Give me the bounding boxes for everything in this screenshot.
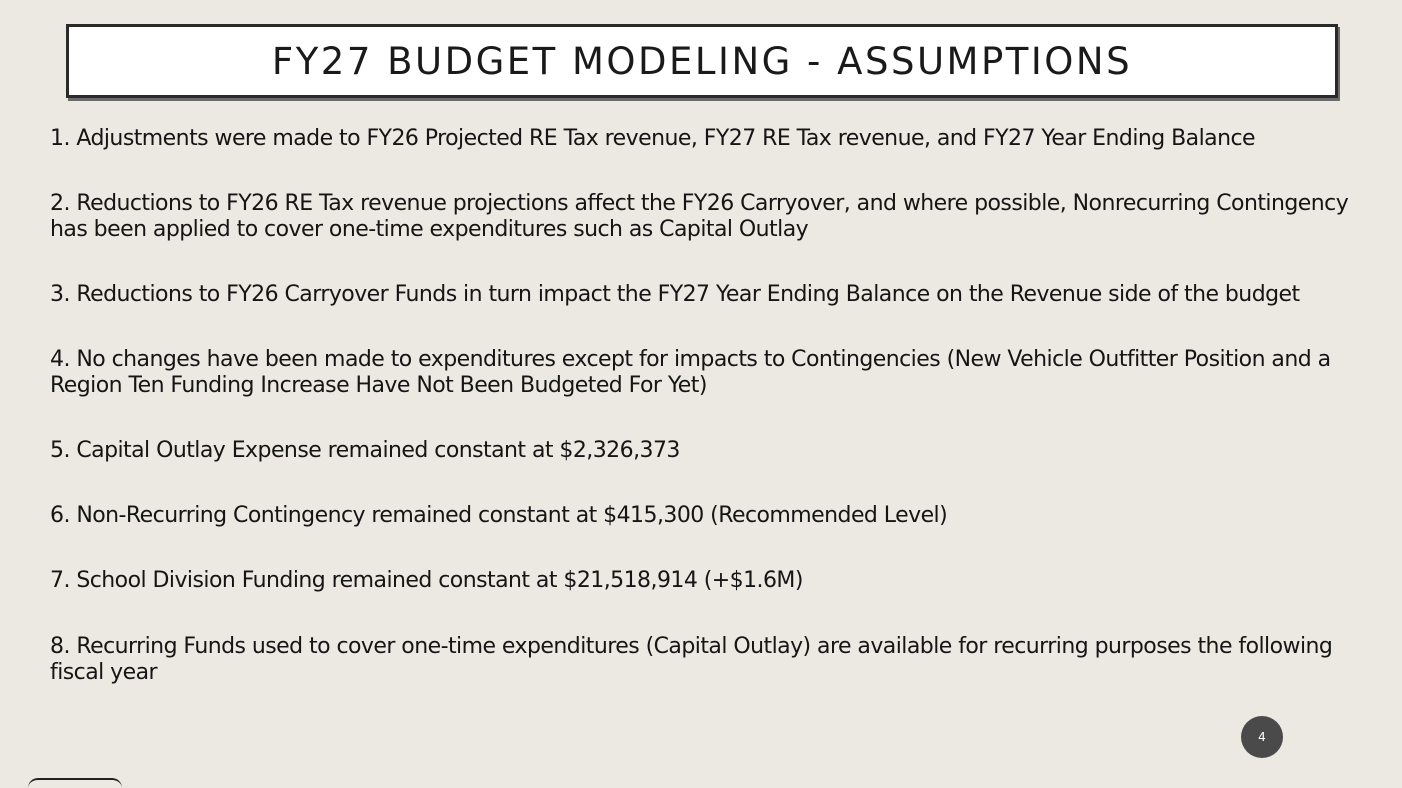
page-number-badge: 4	[1241, 716, 1283, 758]
assumption-item-5: 5. Capital Outlay Expense remained constant at $2,326,373	[50, 438, 680, 463]
assumption-item-8: 8. Recurring Funds used to cover one-time expenditures (Capital Outlay) are available for recurring purposes the following fiscal year	[50, 634, 1333, 685]
assumption-item-2: 2. Reductions to FY26 RE Tax revenue projections affect the FY26 Carryover, and where possible, Nonrecurring Contingency has been applied to cover one-time expenditures such as Capital Outlay	[50, 191, 1349, 242]
assumption-item-7: 7. School Division Funding remained constant at $21,518,914 (+$1.6M)	[50, 568, 803, 593]
slide-title-box	[66, 24, 1338, 98]
assumption-item-6: 6. Non-Recurring Contingency remained constant at $415,300 (Recommended Level)	[50, 503, 948, 528]
assumption-item-4: 4. No changes have been made to expenditures except for impacts to Contingencies (New Vehicle Outfitter Position and a Region Ten Funding Increase Have Not Been Budgeted For Yet)	[50, 347, 1331, 398]
corner-decoration	[28, 778, 122, 788]
assumption-item-3: 3. Reductions to FY26 Carryover Funds in turn impact the FY27 Year Ending Balance on the Revenue side of the budget	[50, 282, 1300, 307]
assumption-item-1: 1. Adjustments were made to FY26 Projected RE Tax revenue, FY27 RE Tax revenue, and FY27 Year Ending Balance	[50, 126, 1256, 151]
slide-title: FY27 BUDGET MODELING - ASSUMPTIONS	[271, 39, 1133, 83]
